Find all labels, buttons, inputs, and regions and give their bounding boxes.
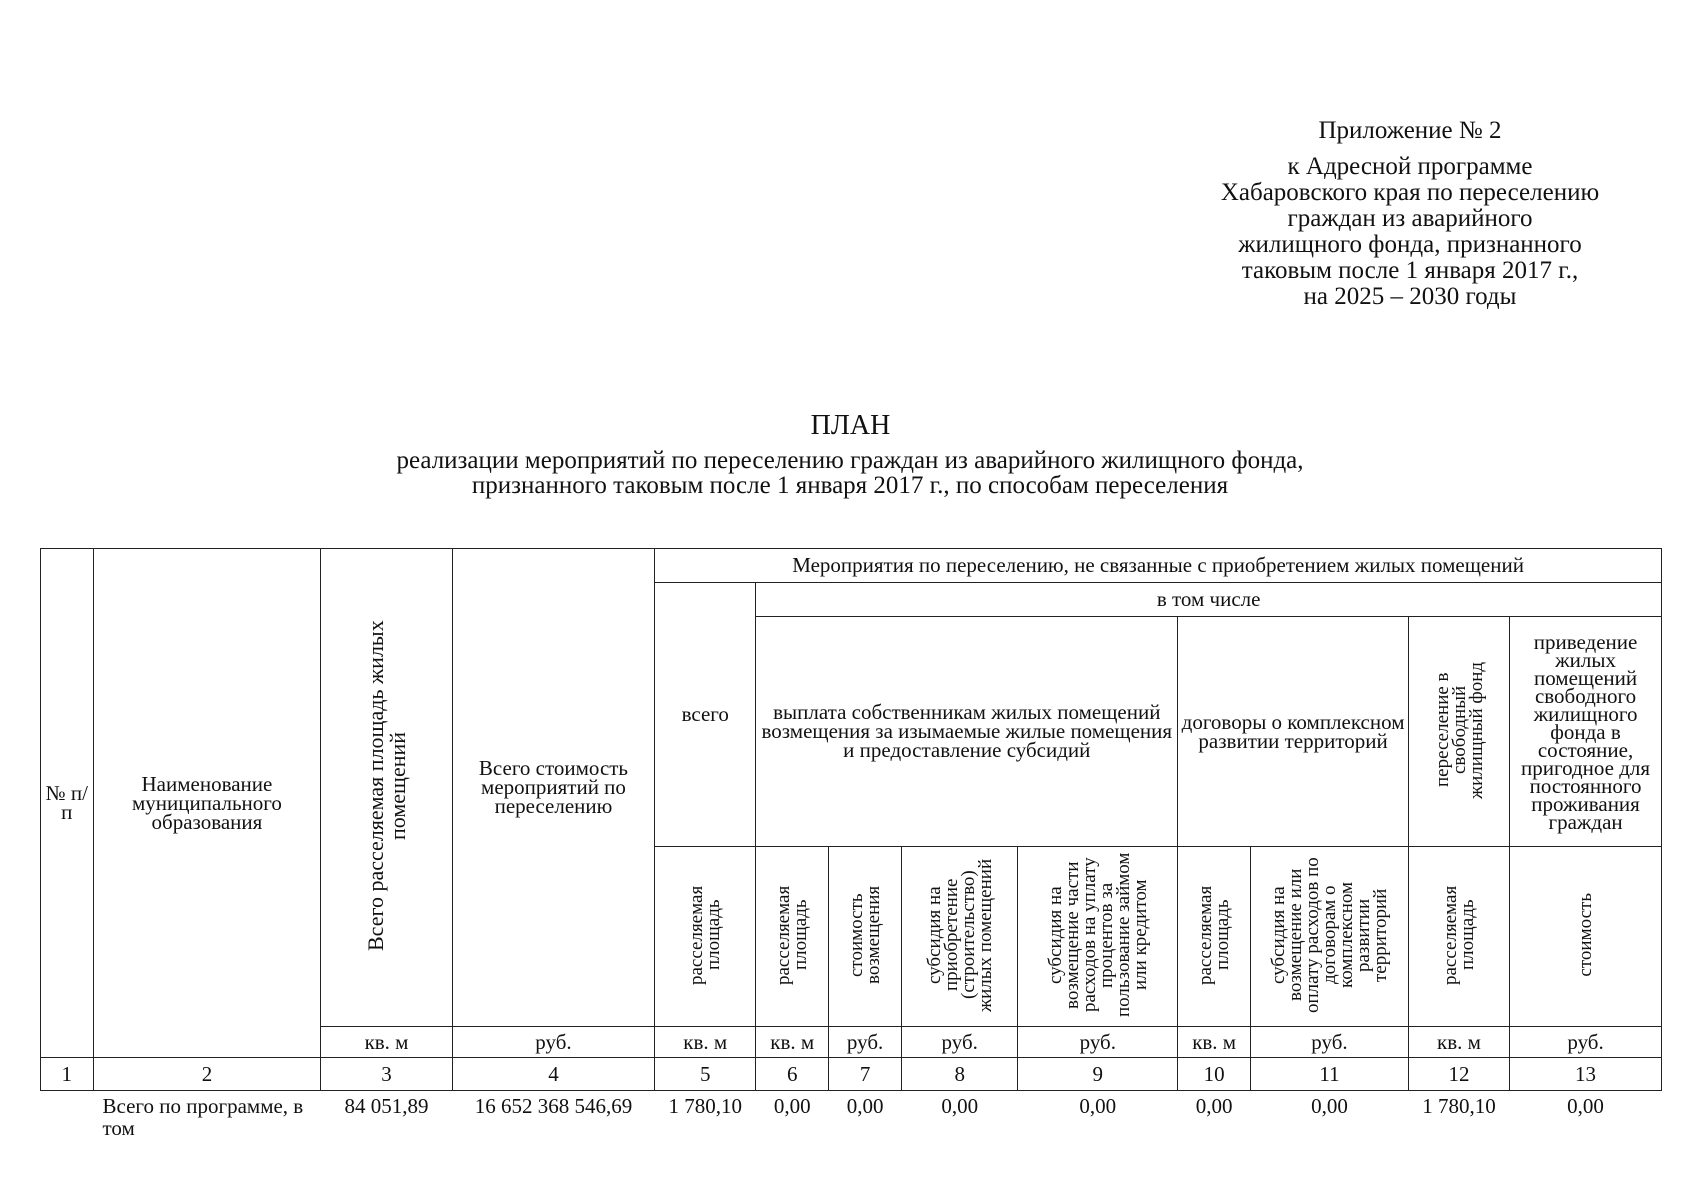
appendix-block [1180,118,1640,310]
header-total-area [321,549,453,1027]
plan-title: ПЛАН [810,410,891,441]
column-number: 8 [902,1058,1018,1091]
header-num: № п/п [41,549,94,1058]
subheader-c9-text: субсидия на возмещение части расходов на уплату процентов за пользование займом или кредитом [1044,852,1151,1018]
header-including: в том числе [756,583,1662,617]
subheader-c8-text: субсидия на приобретение (строительство) жилых помещений [923,858,996,1012]
header-free-fund [1408,617,1509,847]
total-row-c11: 0,00 [1311,1094,1348,1118]
total-row-c10: 0,00 [1195,1094,1233,1118]
total-row-c13: 0,00 [1567,1094,1604,1118]
subheader-c9 [1018,847,1178,1027]
column-number: 6 [756,1058,829,1091]
subheader-c12-text: расселяемая площадь [1440,885,1478,985]
plan-subtitle-line: реализации мероприятий по переселению граждан из аварийного жилищного фонда, [396,447,1304,474]
subheader-c10 [1178,847,1251,1027]
total-row-c4: 16 652 368 546,69 [474,1094,633,1118]
unit-c8: руб. [902,1027,1018,1058]
header-free-fund-text: переселение в свободный жилищный фонд [1431,661,1487,799]
header-bringing: приведение жилых помещений свободного жилищного фонда в состояние, пригодное для постоянного проживания граждан [1510,617,1662,847]
unit-c9: руб. [1018,1027,1178,1058]
subheader-c13-text: стоимость [1575,893,1597,977]
subheader-c11-text: субсидия на возмещение или оплату расходов по договорам о комплексном развитии территорий [1268,857,1391,1013]
subheader-c5 [655,847,756,1027]
total-row-name: Всего по программе, в том [102,1094,304,1139]
column-number: 4 [452,1058,654,1091]
subheader-c5-text: расселяемая площадь [686,885,725,985]
appendix-line: Хабаровского края по переселению [1220,179,1600,206]
unit-c3: кв. м [321,1027,453,1058]
subheader-c11 [1251,847,1409,1027]
unit-c10: кв. м [1178,1027,1251,1058]
subheader-c13 [1510,847,1662,1027]
total-row-c7: 0,00 [846,1094,884,1118]
subheader-c7-text: стоимость возмещения [846,885,885,985]
header-total-area-text: Всего расселяемая площадь жилых помещений [362,620,410,952]
subheader-c7 [829,847,902,1027]
unit-c12: кв. м [1408,1027,1509,1058]
header-payment: выплата собственникам жилых помещений возмещения за изымаемые жилые помещения и предоставление субсидий [756,617,1178,847]
appendix-number: Приложение № 2 [1318,117,1502,144]
total-row-c9: 0,00 [1079,1094,1117,1118]
total-row-c3: 84 051,89 [344,1094,429,1118]
plan-subtitle-line: признанного таковым после 1 января 2017 г., по способам переселения [471,472,1229,499]
subheader-c6 [756,847,829,1027]
column-number: 1 [41,1058,94,1091]
total-row-c8: 0,00 [941,1094,979,1118]
appendix-line: граждан из аварийного [1287,205,1533,232]
subheader-c12 [1408,847,1509,1027]
header-measures: Мероприятия по переселению, не связанные с приобретением жилых помещений [655,549,1662,583]
column-number: 7 [829,1058,902,1091]
table-row-total [41,1091,1662,1140]
total-row-c5: 1 780,10 [668,1094,742,1118]
header-contracts: договоры о комплексном развитии территорий [1178,617,1409,847]
column-number: 10 [1178,1058,1251,1091]
column-number: 9 [1018,1058,1178,1091]
appendix-line: к Адресной программе [1287,153,1533,180]
unit-c7: руб. [829,1027,902,1058]
column-number: 13 [1510,1058,1662,1091]
unit-c5: кв. м [655,1027,756,1058]
column-number: 2 [93,1058,321,1091]
unit-c13: руб. [1510,1027,1662,1058]
column-numbers-row [41,1058,1662,1091]
total-row-c12: 1 780,10 [1422,1094,1496,1118]
plan-subtitle [300,448,1400,498]
subheader-c10-text: расселяемая площадь [1195,885,1234,985]
total-row-c6: 0,00 [773,1094,811,1118]
appendix-line: на 2025 – 2030 годы [1303,283,1517,310]
header-total: всего [655,583,756,847]
header-total-cost: Всего стоимость мероприятий по переселению [452,549,654,1027]
unit-c4: руб. [452,1027,654,1058]
resettlement-plan-table [40,548,1662,1139]
column-number: 5 [655,1058,756,1091]
subheader-c8 [902,847,1018,1027]
unit-c11: руб. [1251,1027,1409,1058]
appendix-line: жилищного фонда, признанного [1238,231,1582,258]
column-number: 3 [321,1058,453,1091]
unit-c6: кв. м [756,1027,829,1058]
column-number: 12 [1408,1058,1509,1091]
column-number: 11 [1251,1058,1409,1091]
subheader-c6-text: расселяемая площадь [773,885,812,985]
appendix-line: таковым после 1 января 2017 г., [1241,257,1579,284]
header-municipality: Наименование муниципального образования [93,549,321,1058]
